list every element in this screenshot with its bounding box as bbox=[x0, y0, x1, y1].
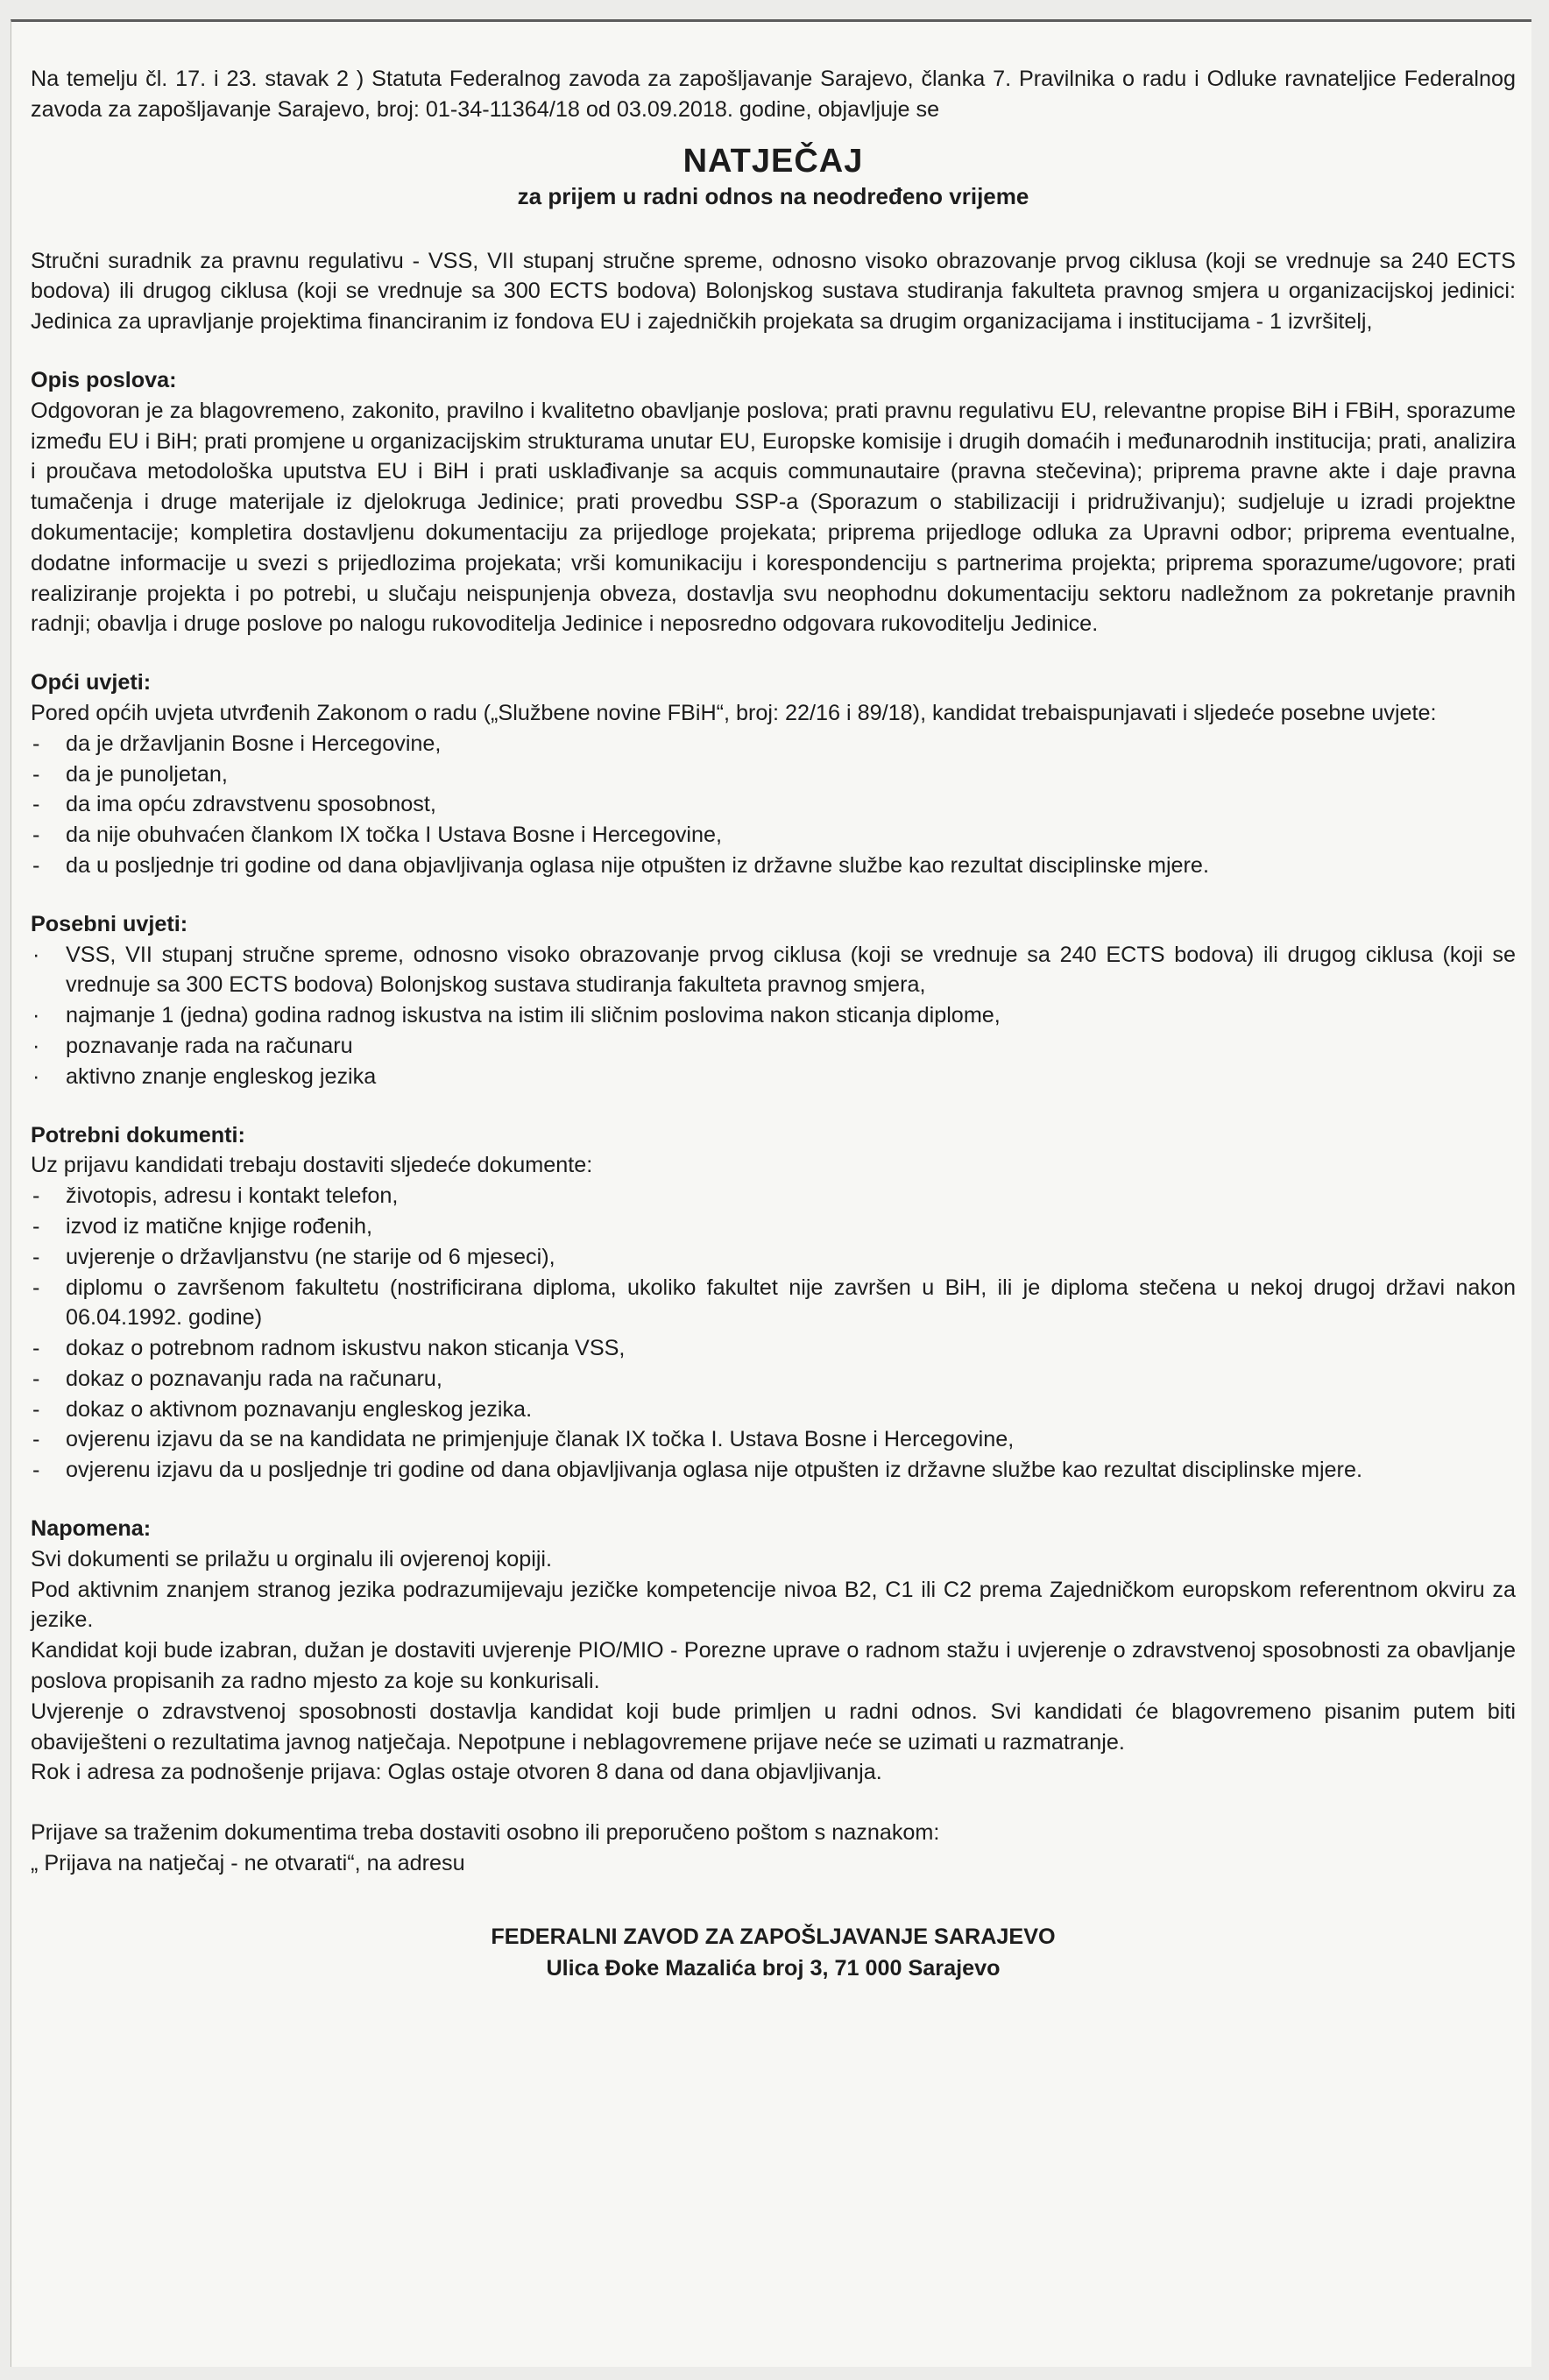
position-description: Stručni suradnik za pravnu regulativu - VSS, VII stupanj stručne spreme, odnosno visoko obrazovanje prvog ciklusa (koji se vrednuje sa 240 ECTS bodova) ili drugog ciklusa (koji se vrednuje sa 300 ECTS bodova) Bolonjskog sustava studiranja fakulteta pravnog smjera u organizacijskoj jedinici: Jedinica za upravljanje projektima financiranim iz fondova EU i zajedničkih projekata sa drugim organizacijama i institucijama - 1 izvršitelj, bbox=[31, 248, 1516, 335]
list-item-text: aktivno znanje engleskog jezika bbox=[66, 1063, 377, 1089]
posebni-list bbox=[31, 940, 1516, 1092]
list-item: - izvod iz matične knjige rođenih, bbox=[32, 1213, 373, 1239]
dokumenti-list bbox=[31, 1181, 1516, 1486]
closing-paragraph: Prijave sa traženim dokumentima treba dostaviti osobno ili preporučeno poštom s naznakom: bbox=[31, 1820, 940, 1846]
list-item-text: da ima opću zdravstvenu sposobnost, bbox=[66, 792, 436, 817]
list-item-text: uvjerenje o državljanstvu (ne starije od 6 mjeseci), bbox=[66, 1244, 555, 1269]
section-heading-opci: Opći uvjeti: bbox=[31, 670, 152, 696]
napomena-paragraph: Pod aktivnim znanjem stranog jezika podrazumijevaju jezičke kompetencije nivoa B2, C1 ili C2 prema Zajedničkom europskom referentnom okviru za jezike. bbox=[31, 1577, 1516, 1633]
section-heading-napomena: Napomena: bbox=[31, 1516, 152, 1542]
closing-paragraph: „ Prijava na natječaj - ne otvarati“, na adresu bbox=[31, 1851, 465, 1876]
list-item: · poznavanje rada na računaru bbox=[32, 1033, 353, 1058]
list-item: · VSS, VII stupanj stručne spreme, odnosno visoko obrazovanje prvog ciklusa (koji se vrednuje sa 240 ECTS bodova) ili drugog ciklusa (koji se vrednuje sa 300 ECTS bodova) Bolonjskog sustava studiranja fakulteta pravnog smjera, bbox=[32, 942, 1516, 998]
list-item-text: da je punoljetan, bbox=[66, 761, 228, 787]
intro-paragraph: Na temelju čl. 17. i 23. stavak 2 ) Statuta Federalnog zavoda za zapošljavanje Sarajevo, članka 7. Pravilnika o radu i Odluke ravnateljice Federalnog zavoda za zapošljavanje Sarajevo, broj: 01-34-11364/18 od 03.09.2018. godine, objavljuje se bbox=[31, 67, 1516, 122]
list-item: · aktivno znanje engleskog jezika bbox=[32, 1063, 377, 1089]
list-item: - da nije obuhvaćen člankom IX točka I Ustava Bosne i Hercegovine, bbox=[32, 823, 723, 848]
section-heading-dokumenti: Potrebni dokumenti: bbox=[31, 1122, 245, 1148]
napomena-paragraph: Rok i adresa za podnošenje prijava: Oglas ostaje otvoren 8 dana od dana objavljivanja. bbox=[31, 1760, 882, 1785]
list-item-text: poznavanje rada na računaru bbox=[66, 1033, 353, 1058]
list-item-text: ovjerenu izjavu da se na kandidata ne primjenjuje članak IX točka I. Ustava Bosne i Hercegovine, bbox=[66, 1427, 1015, 1452]
footer-signature bbox=[31, 1921, 1516, 1984]
announcement-subtitle: za prijem u radni odnos na neodređeno vrijeme bbox=[517, 182, 1029, 209]
spacer bbox=[31, 1788, 1516, 1818]
list-item: - životopis, adresu i kontakt telefon, bbox=[32, 1183, 399, 1209]
section-heading-posebni: Posebni uvjeti: bbox=[31, 911, 188, 936]
napomena-paragraph: Kandidat koji bude izabran, dužan je dostaviti uvjerenje PIO/MIO - Porezne uprave o radnom stažu i uvjerenje o zdravstvenoj sposobnosti za obavljanje poslova propisanih za radno mjesto za koje su konkurisali. bbox=[31, 1638, 1516, 1694]
list-item: - dokaz o potrebnom radnom iskustvu nakon sticanja VSS, bbox=[32, 1336, 626, 1361]
list-item-text: VSS, VII stupanj stručne spreme, odnosno visoko obrazovanje prvog ciklusa (koji se vrednuje sa 240 ECTS bodova) ili drugog ciklusa (koji se vrednuje sa 300 ECTS bodova) Bolonjskog sustava studiranja fakulteta pravnog smjera, bbox=[66, 942, 1516, 998]
list-item: - dokaz o poznavanju rada na računaru, bbox=[32, 1366, 442, 1391]
opis-text: Odgovoran je za blagovremeno, zakonito, pravilno i kvalitetno obavljanje poslova; prati pravnu regulativu EU, relevantne propise BiH i FBiH, sporazume između EU i BiH; prati promjene u organizacijskim strukturama unutar EU, Europske komisije i drugih domaćih i međunarodnih institucija; prati, analizira i proučava metodološka uputstva EU i BiH i prati usklađivanje sa acquis communautaire (pravna stečevina); priprema pravne akte i daje pravna tumačenja i druge materijale iz djelokruga Jedinice; prati provedbu SSP-a (Sporazum o stabilizaciji i pridruživanju); sudjeluje u izradi projektne dokumentacije; kompletira dostavljenu dokumentaciju za prijedloge projekata; priprema prijedloge odluka za Upravni odbor; priprema eventualne, dodatne informacije u svezi s prijedlozima projekata; vrši komunikaciju i korespondenciju s partnerima projekta; priprema sporazume/ugovore; prati realiziranje projekta i po potrebi, u slučaju neispunjenja obveza, dostavlja svu neophodnu dokumentaciju sektoru nadležnom za pokretanje pravnih radnji; obavlja i druge poslove po nalogu rukovoditelja Jedinice i neposredno odgovara rukovoditelju Jedinice. bbox=[31, 398, 1516, 637]
list-item-text: životopis, adresu i kontakt telefon, bbox=[66, 1183, 399, 1209]
list-item-text: da je državljanin Bosne i Hercegovine, bbox=[66, 731, 442, 756]
footer-address: Ulica Đoke Mazalića broj 3, 71 000 Sarajevo bbox=[546, 1955, 1001, 1981]
napomena-paragraph: Uvjerenje o zdravstvenoj sposobnosti dostavlja kandidat koji bude primljen u radni odnos. Svi kandidati će blagovremeno pisanim putem biti obaviješteni o rezultatima javnog natječaja. Nepotpune i neblagovremene prijave neće se uzimati u razmatranje. bbox=[31, 1698, 1516, 1755]
list-item-text: da u posljednje tri godine od dana objavljivanja oglasa nije otpušten iz državne službe kao rezultat disciplinske mjere. bbox=[66, 852, 1209, 878]
list-item: - dokaz o aktivnom poznavanju engleskog jezika. bbox=[32, 1396, 533, 1422]
napomena-paragraph: Svi dokumenti se prilažu u orginalu ili ovjerenoj kopiji. bbox=[31, 1546, 553, 1571]
footer-org: FEDERALNI ZAVOD ZA ZAPOŠLJAVANJE SARAJEVO bbox=[491, 1924, 1056, 1949]
list-item-text: ovjerenu izjavu da u posljednje tri godine od dana objavljivanja oglasa nije otpušten iz državne službe kao rezultat disciplinske mjere. bbox=[66, 1458, 1362, 1483]
opci-text: Pored općih uvjeta utvrđenih Zakonom o radu („Službene novine FBiH“, broj: 22/16 i 89/18), kandidat trebaispunjavati i sljedeće posebne uvjete: bbox=[31, 700, 1437, 725]
list-item: · najmanje 1 (jedna) godina radnog iskustva na istim ili sličnim poslovima nakon sticanja diplome, bbox=[32, 1003, 1001, 1028]
section-heading-opis: Opis poslova: bbox=[31, 367, 177, 392]
list-item: - ovjerenu izjavu da se na kandidata ne primjenjuje članak IX točka I. Ustava Bosne i Hercegovine, bbox=[32, 1427, 1015, 1452]
list-item: - uvjerenje o državljanstvu (ne starije od 6 mjeseci), bbox=[32, 1244, 555, 1269]
list-item: - da u posljednje tri godine od dana objavljivanja oglasa nije otpušten iz državne službe kao rezultat disciplinske mjere. bbox=[32, 852, 1209, 878]
list-item-text: izvod iz matične knjige rođenih, bbox=[66, 1213, 373, 1239]
list-item-text: diplomu o završenom fakultetu (nostrificirana diploma, ukoliko fakultet nije završen u BiH, ili je diploma stečena u nekoj drugoj državi nakon 06.04.1992. godine) bbox=[66, 1275, 1516, 1331]
dokumenti-text: Uz prijavu kandidati trebaju dostaviti sljedeće dokumente: bbox=[31, 1153, 593, 1178]
list-item: - ovjerenu izjavu da u posljednje tri godine od dana objavljivanja oglasa nije otpušten iz državne službe kao rezultat disciplinske mjere. bbox=[32, 1458, 1362, 1483]
list-item-text: dokaz o poznavanju rada na računaru, bbox=[66, 1366, 442, 1391]
announcement-title: NATJEČAJ bbox=[683, 142, 864, 180]
list-item: - da je punoljetan, bbox=[32, 761, 228, 787]
newspaper-page bbox=[11, 19, 1531, 2367]
list-item-text: da nije obuhvaćen člankom IX točka I Ustava Bosne i Hercegovine, bbox=[66, 823, 723, 848]
list-item-text: dokaz o potrebnom radnom iskustvu nakon sticanja VSS, bbox=[66, 1336, 626, 1361]
list-item: - da je državljanin Bosne i Hercegovine, bbox=[32, 731, 442, 756]
list-item: - da ima opću zdravstvenu sposobnost, bbox=[32, 792, 436, 817]
list-item-text: najmanje 1 (jedna) godina radnog iskustva na istim ili sličnim poslovima nakon sticanja diplome, bbox=[66, 1003, 1001, 1028]
list-item: - diplomu o završenom fakultetu (nostrificirana diploma, ukoliko fakultet nije završen u BiH, ili je diploma stečena u nekoj drugoj državi nakon 06.04.1992. godine) bbox=[32, 1275, 1516, 1331]
opci-list bbox=[31, 729, 1516, 881]
job-announcement bbox=[31, 64, 1516, 1984]
list-item-text: dokaz o aktivnom poznavanju engleskog jezika. bbox=[66, 1396, 533, 1422]
